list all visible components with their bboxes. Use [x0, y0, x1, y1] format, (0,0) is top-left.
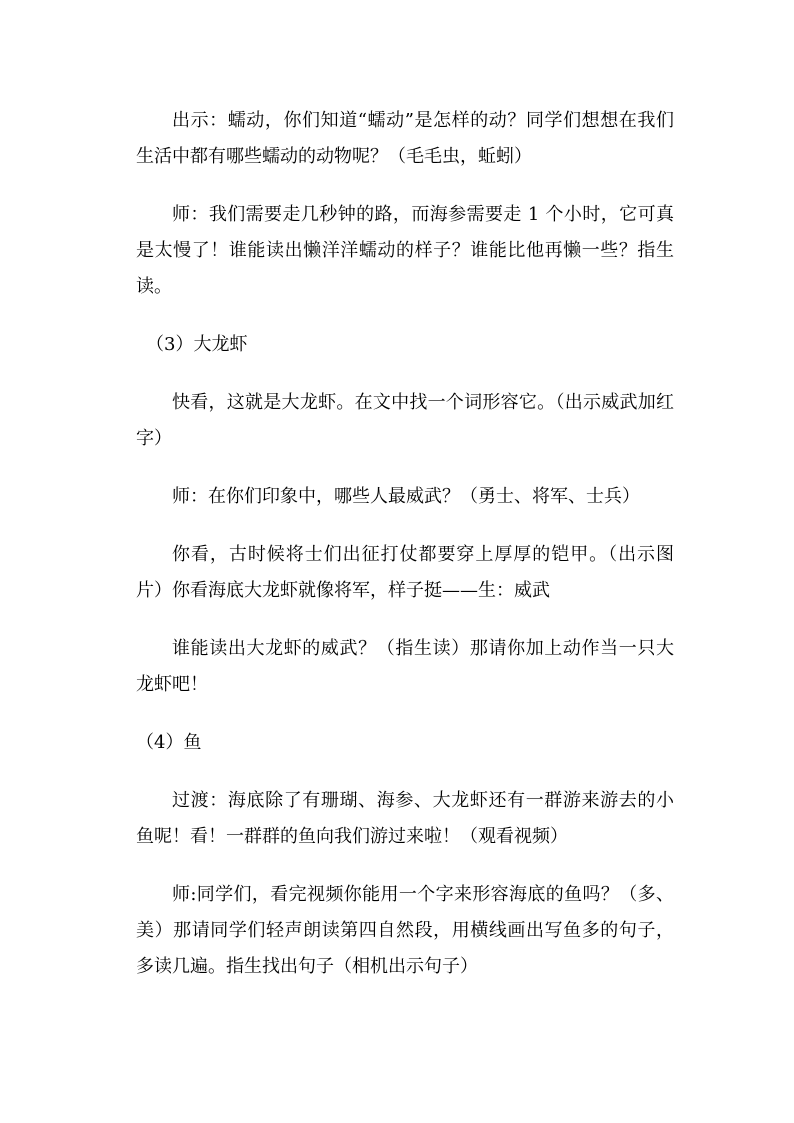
paragraph-teacher-fish-video: 师:同学们，看完视频你能用一个字来形容海底的鱼吗？（多、美）那请同学们轻声朗读第四自然段，用横线画出写鱼多的句子，多读几遍。指生找出句子（相机出示句子）	[136, 884, 674, 977]
paragraph-wriggle-intro: 出示：蠕动，你们知道“蠕动”是怎样的动？同学们想想在我们生活中都有哪些蠕动的动物呢？（毛毛虫，蚯蚓）	[136, 110, 674, 167]
paragraph-armor: 你看，古时候将士们出征打仗都要穿上厚厚的铠甲。（出示图片）你看海底大龙虾就像将军，样子挺——生：威武	[136, 544, 674, 601]
section-heading-fish: （4）鱼	[136, 732, 202, 753]
paragraph-read-lobster: 谁能读出大龙虾的威武？（指生读）那请你加上动作当一只大龙虾吧！	[136, 638, 674, 695]
paragraph-teacher-mighty: 师：在你们印象中，哪些人最威武？（勇士、将军、士兵）	[172, 486, 640, 507]
paragraph-lobster-intro: 快看，这就是大龙虾。在文中找一个词形容它。（出示威武加红字）	[136, 392, 674, 449]
paragraph-teacher-sea-cucumber: 师：我们需要走几秒钟的路，而海参需要走 1 个小时，它可真是太慢了！谁能读出懒洋洋蠕动的样子？谁能比他再懒一些？指生读。	[136, 204, 674, 297]
section-heading-lobster: （3）大龙虾	[146, 334, 248, 355]
paragraph-transition-fish: 过渡：海底除了有珊瑚、海参、大龙虾还有一群游来游去的小鱼呢！看！一群群的鱼向我们游过来啦！（观看视频）	[136, 790, 674, 847]
